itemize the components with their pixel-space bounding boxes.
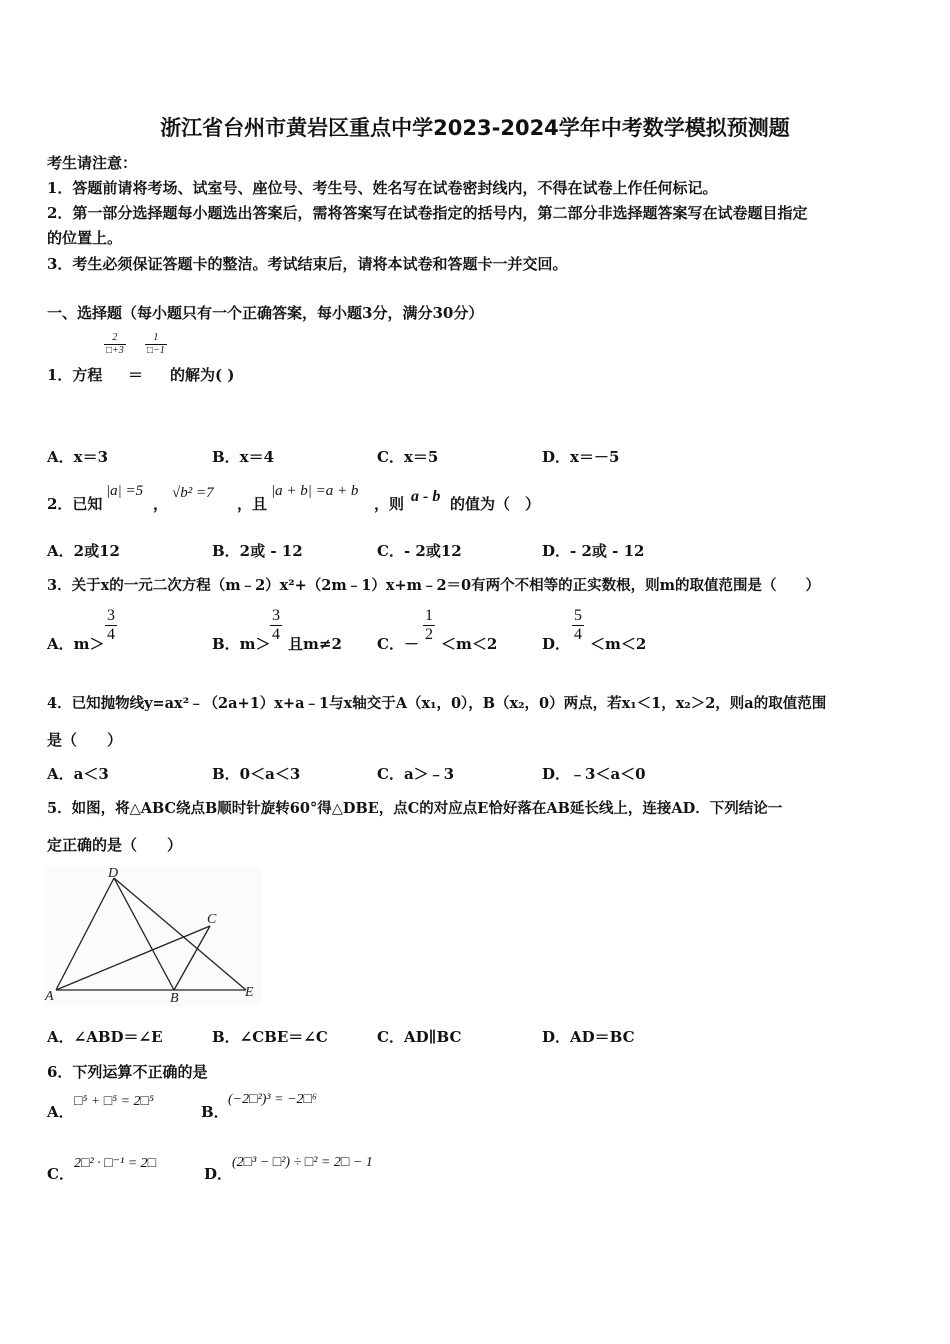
notice-item-2: 2．第一部分选择题每小题选出答案后，需将答案写在试卷指定的括号内，第二部分非选择题答案写在试卷题目指定 [47,204,808,222]
page-title: 浙江省台州市黄岩区重点中学2023-2024学年中考数学模拟预测题 [160,116,790,140]
q3-option-b-suffix: 且m≠2 [288,635,342,653]
q3-c-num: 1 [425,607,433,624]
q1-equals: ＝ [128,366,144,384]
q3-c-den: 2 [425,625,433,643]
notice-item-3: 3．考生必须保证答题卡的整洁。考试结束后，请将本试卷和答题卡一并交回。 [47,255,568,273]
q3-b-den: 4 [272,625,280,643]
q4-option-a[interactable]: A．a＜3 [47,765,109,783]
label-b: B [170,991,179,1006]
q3-a-num: 3 [107,607,115,624]
q3-option-d-label[interactable]: D． [542,635,571,653]
q5-stem-line-2: 定正确的是（ ） [47,836,183,854]
notice-item-2-cont: 的位置上。 [47,229,123,247]
q3-option-b-frac [270,608,282,643]
q2-sqrt-b: √b² =7 [172,485,214,501]
q4-option-b[interactable]: B．0＜a＜3 [212,765,301,783]
q2-option-a[interactable]: A．2或12 [47,542,120,560]
q3-b-num: 3 [272,607,280,624]
q1-fraction-1 [104,333,126,356]
q3-d-num: 5 [574,607,582,624]
q1-fraction-2 [145,333,167,356]
label-d: D [108,866,119,881]
q4-option-c[interactable]: C．a＞﹣3 [377,765,455,783]
q2-option-b[interactable]: B．2或 - 12 [212,542,303,560]
q4-stem-line-2: 是（ ） [47,731,123,749]
q3-option-d-suffix: ＜m＜2 [590,635,647,653]
section-heading: 一、选择题（每小题只有一个正确答案，每小题3分，满分30分） [47,304,484,322]
label-c: C [207,912,217,927]
q2-suffix: 的值为（ ） [450,495,541,513]
q6-option-b-label[interactable]: B． [201,1103,229,1121]
q3-option-a-frac [105,608,117,643]
q1-option-d[interactable]: D．x＝－5 [542,448,620,466]
q6-option-c-expr: 2□² · □⁻¹ = 2□ [74,1156,157,1171]
label-a: A [45,989,54,1004]
q5-option-b[interactable]: B．∠CBE＝∠C [212,1028,328,1046]
notice-heading: 考生请注意： [47,154,138,172]
q1-suffix: 的解为( ) [170,366,235,384]
q6-option-d-label[interactable]: D． [204,1165,233,1183]
q5-stem-line-1: 5．如图，将△ABC绕点B顺时针旋转60°得△DBE，点C的对应点E恰好落在AB延长线上，连接AD．下列结论一 [47,800,783,817]
q3-stem: 3．关于x的一元二次方程（m﹣2）x²+（2m﹣1）x+m﹣2＝0有两个不相等的正实数根，则m的取值范围是（ ） [47,577,820,594]
q6-option-c-label[interactable]: C． [47,1165,74,1183]
q4-option-d[interactable]: D．﹣3＜a＜0 [542,765,646,783]
q2-and: ，且 [237,495,268,513]
q6-option-a-label[interactable]: A． [47,1103,74,1121]
q1-frac1-den: □+3 [106,344,124,356]
q6-option-d-expr: (2□³ − □²) ÷ □² = 2□ − 1 [232,1155,373,1170]
q2-option-c[interactable]: C．- 2或12 [377,542,462,560]
q5-option-a[interactable]: A．∠ABD＝∠E [47,1028,163,1046]
q3-option-b-label[interactable]: B．m＞ [212,635,271,653]
q3-option-c-frac [423,608,435,643]
q3-option-a-label[interactable]: A．m＞ [47,635,105,653]
q1-option-a[interactable]: A．x＝3 [47,448,109,466]
q1-frac1-num: 2 [104,333,126,345]
q4-stem-line-1: 4．已知抛物线y=ax²﹣（2a+1）x+a﹣1与x轴交于A（x₁，0），B（x₂，0）两点，若x₁＜1，x₂＞2，则a的取值范围 [47,695,827,712]
q6-option-a-expr: □⁵ + □⁵ = 2□⁵ [74,1094,154,1109]
q5-option-d[interactable]: D．AD＝BC [542,1028,635,1046]
q3-option-d-frac [572,608,584,643]
q1-frac2-num: 1 [145,333,167,345]
notice-item-1: 1．答题前请将考场、试室号、座位号、考生号、姓名写在试卷密封线内，不得在试卷上作任何标记。 [47,179,718,197]
q6-option-b-expr: (−2□²)³ = −2□⁶ [228,1092,317,1107]
q3-d-den: 4 [574,625,582,643]
label-e: E [245,985,254,1000]
q3-option-c-label[interactable]: C．－ [377,635,419,653]
q2-expr: a - b [411,488,441,505]
q1-option-b[interactable]: B．x＝4 [212,448,275,466]
q2-prefix: 2．已知 [47,495,103,513]
q5-option-c[interactable]: C．AD∥BC [377,1028,462,1046]
q2-abs-a: |a| =5 [106,483,144,499]
q2-abs-ab: |a + b| =a + b [271,483,359,499]
q1-frac2-den: □−1 [147,344,165,356]
q1-option-c[interactable]: C．x＝5 [377,448,439,466]
q1-prefix: 1．方程 [47,366,103,384]
figure-background [44,866,262,1006]
q2-option-d[interactable]: D．- 2或 - 12 [542,542,645,560]
q2-then: ，则 [374,495,405,513]
q5-triangle-figure [44,866,262,1006]
q3-a-den: 4 [107,625,115,643]
q6-stem: 6．下列运算不正确的是 [47,1063,208,1081]
q3-option-c-suffix: ＜m＜2 [441,635,498,653]
q2-comma: ， [153,495,169,513]
